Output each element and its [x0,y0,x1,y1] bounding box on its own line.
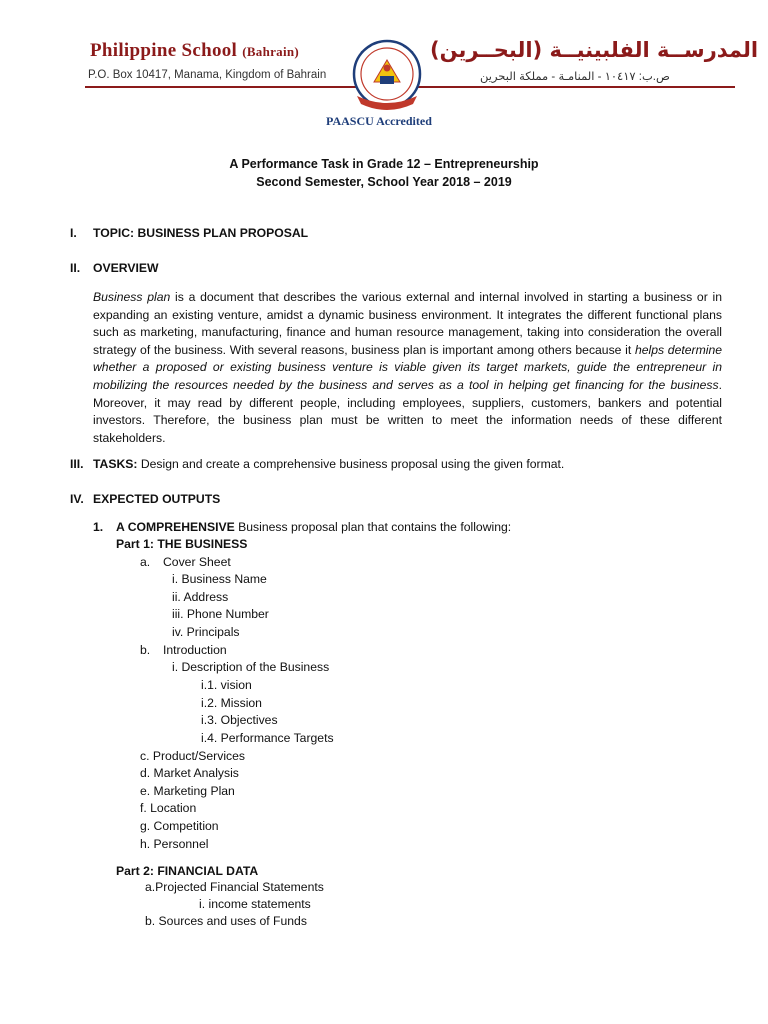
output-item-1-bold: A COMPREHENSIVE [116,520,235,534]
list-c: c. Product/Services [140,749,245,763]
list-b-i2: i.2. Mission [201,696,262,710]
output-item-1-number: 1. [93,520,104,534]
document-title-line1: A Performance Task in Grade 12 – Entrepreneurship [229,157,539,171]
overview-text-2: . Moreover, it may read by different people, including employees, suppliers, customers, bankers and potential investors. Therefore, the business plan must be written to meet the information needs of these different stakeholders. [93,377,722,445]
section-3-label: TASKS: [93,457,138,471]
school-name-arabic: المدرســة الفلبينيــة (البحــرين) [430,38,759,62]
list-b-i3: i.3. Objectives [201,713,278,727]
school-name-english: Philippine School (Bahrain) [90,40,300,61]
section-4-heading: EXPECTED OUTPUTS [93,492,221,506]
part-2-item-a: a.Projected Financial Statements [145,880,324,894]
section-2-number: II. [70,261,81,275]
school-seal-logo [347,38,427,112]
list-f: f. Location [140,801,197,815]
section-3-number: III. [70,457,84,471]
list-d: d. Market Analysis [140,766,239,780]
overview-paragraph [93,289,722,447]
list-b-text: Introduction [163,643,227,657]
section-1-heading: TOPIC: BUSINESS PLAN PROPOSAL [93,226,309,240]
document-title-line2: Second Semester, School Year 2018 – 2019 [256,175,512,189]
part-2-item-a-i: i. income statements [199,897,311,911]
school-name-suffix: (Bahrain) [242,44,300,59]
section-3-heading [93,457,564,471]
list-e: e. Marketing Plan [140,784,235,798]
part-1-title: Part 1: THE BUSINESS [116,537,248,551]
list-b-i: i. Description of the Business [172,660,330,674]
section-3-text: Design and create a comprehensive business proposal using the given format. [137,457,565,471]
address-arabic: ص.ب: ١٠٤١٧ - المنامـة - مملكة البحرين [480,71,670,83]
overview-text-1: is a document that describes the various external and internal involved in starting a business or in expanding an existing venture, amidst a dynamic business environment. It integrates the different functional plans such as marketing, manufacturing, finance and human resource management, taking into consideration the overall strategy of the business. With several reasons, business plan is important among others because it [93,290,723,357]
list-h: h. Personnel [140,837,209,851]
list-b-label: b. [140,643,151,657]
output-item-1-text: Business proposal plan that contains the following: [234,520,512,534]
list-b-i1: i.1. vision [201,678,252,692]
list-a-i: i. Business Name [172,572,267,586]
list-g: g. Competition [140,819,219,833]
list-a-label: a. [140,555,151,569]
overview-italic-text: helps determine whether a proposed or existing business venture is viable given its target markets, guide the entrepreneur in mobilizing the resources needed by the business and serves as a tool in helping get financing for the business [93,342,723,392]
section-4-number: IV. [70,492,84,506]
list-a-text: Cover Sheet [163,555,231,569]
overview-term: Business plan [93,290,171,304]
list-a-ii: ii. Address [172,590,229,604]
section-1-number: I. [70,226,77,240]
list-b-i4: i.4. Performance Targets [201,731,334,745]
accreditation-label: PAASCU Accredited [326,114,432,128]
part-2-item-b: b. Sources and uses of Funds [145,914,307,928]
address-english: P.O. Box 10417, Manama, Kingdom of Bahrain [88,69,327,81]
list-a-iv: iv. Principals [172,625,240,639]
part-2-title: Part 2: FINANCIAL DATA [116,864,259,878]
output-item-1 [116,520,511,534]
list-a-iii: iii. Phone Number [172,607,269,621]
section-2-heading: OVERVIEW [93,261,159,275]
